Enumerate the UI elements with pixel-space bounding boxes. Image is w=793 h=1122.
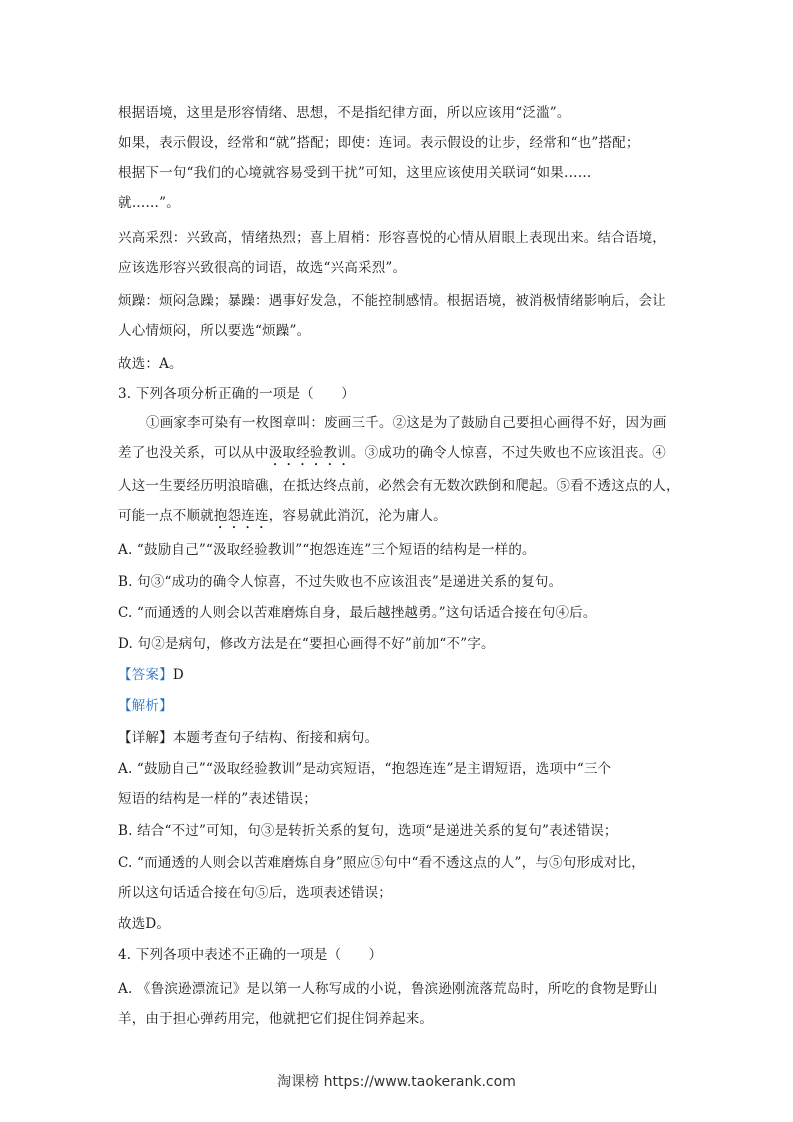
answer-tag: 【答案】 xyxy=(118,667,173,683)
passage-text: ，容易就此消沉，沦为庸人。 xyxy=(268,508,447,524)
passage-line: ①画家李可染有一枚图章叫：废画三千。②这是为了鼓励自己要担心画得不好，因为画 xyxy=(146,415,667,431)
text-line: 人心情烦闷，所以要选“烦躁”。 xyxy=(118,323,311,339)
text-line: 如果，表示假设，经常和“就”搭配；即使：连词。表示假设的让步，经常和“也”搭配； xyxy=(118,135,640,151)
explanation-line: B. 结合“不过”可知，句③是转折关系的复句，选项“是递进关系的复句”表述错误； xyxy=(118,823,618,839)
question-4-title: 4. 下列各项中表述不正确的一项是（ ） xyxy=(118,947,383,963)
text-line: 烦躁：烦闷急躁；暴躁：遇事好发急，不能控制感情。根据语境，被消极情绪影响后，会让 xyxy=(118,293,666,309)
option-c: C. “而通透的人则会以苦难磨炼自身，最后越挫越勇。”这句话适合接在句④后。 xyxy=(118,605,597,621)
passage-text: 。③成功的确令人惊喜，不过失败也不应该沮丧。④ xyxy=(350,445,667,461)
text-line: 故选：A。 xyxy=(118,356,183,372)
explanation-line: A. “鼓励自己”“汲取经验教训”是动宾短语，“抱怨连连”是主谓短语，选项中“三个 xyxy=(118,761,612,777)
text-line: 根据语境，这里是形容情绪、思想，不是指纪律方面，所以应该用“泛滥”。 xyxy=(118,105,571,121)
question-3-title: 3. 下列各项分析正确的一项是（ ） xyxy=(118,386,355,402)
explanation-line: 故选D。 xyxy=(118,916,171,932)
explanation-line: 所以这句话适合接在句⑤后，选项表述错误； xyxy=(118,885,392,901)
explanation-line: 短语的结构是一样的”表述错误； xyxy=(118,791,317,807)
q4-option-a: A. 《鲁滨逊漂流记》是以第一人称写成的小说，鲁滨逊刚流落荒岛时，所吃的食物是野山 xyxy=(118,981,658,997)
passage-line: 人这一生要经历明浪暗礁，在抵达终点前，必然会有无数次跌倒和爬起。⑤看不透这点的人， xyxy=(118,478,680,494)
emphasized-phrase: 抱怨连连 xyxy=(213,508,269,524)
detail-text: 本题考查句子结构、衔接和病句。 xyxy=(172,730,379,746)
emphasized-phrase: 汲取经验教训 xyxy=(268,445,351,461)
passage-line xyxy=(118,507,678,532)
detail-tag: 【详解】 xyxy=(118,730,173,746)
detail-line xyxy=(118,729,678,747)
text-line: 应该选形容兴致很高的词语，故选“兴高采烈”。 xyxy=(118,260,407,276)
passage-text: 可能一点不顺就 xyxy=(118,508,214,524)
answer-value: D xyxy=(172,667,184,683)
text-line: 就……”。 xyxy=(118,195,180,211)
answer-line xyxy=(118,666,678,684)
q4-option-a-cont: 羊，由于担心弹药用完，他就把它们捉住饲养起来。 xyxy=(118,1011,434,1027)
explanation-line: C. “而通透的人则会以苦难磨炼自身”照应⑤句中“看不透这点的人”，与⑤句形成对比， xyxy=(118,855,645,871)
analysis-tag: 【解析】 xyxy=(118,698,173,714)
text-line: 兴高采烈：兴致高，情绪热烈；喜上眉梢：形容喜悦的心情从眉眼上表现出来。结合语境， xyxy=(118,230,666,246)
option-d: D. 句②是病句，修改方法是在“要担心画得不好”前加“不”字。 xyxy=(118,636,495,652)
text-line: 根据下一句“我们的心境就容易受到干扰”可知，这里应该使用关联词“如果…… xyxy=(118,165,592,181)
option-a: A. “鼓励自己”“汲取经验教训”“抱怨连连”三个短语的结构是一样的。 xyxy=(118,542,536,558)
passage-line xyxy=(118,444,678,469)
footer-watermark: 淘课榜 https://www.taokerank.com xyxy=(277,1074,516,1090)
option-b: B. 句③“成功的确令人惊喜，不过失败也不应该沮丧”是递进关系的复句。 xyxy=(118,574,563,590)
passage-text: 差了也没关系，可以从中 xyxy=(118,445,269,461)
